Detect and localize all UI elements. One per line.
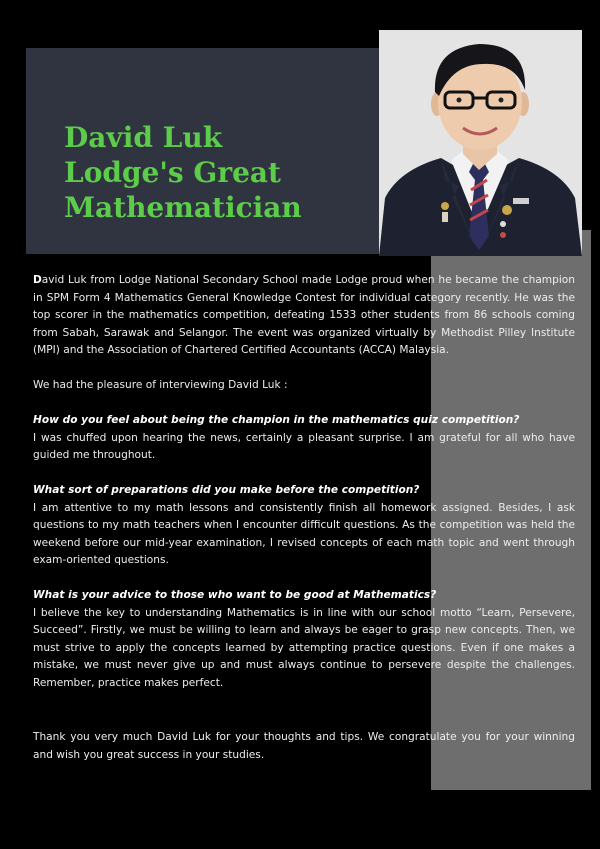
intro-text: avid Luk from Lodge National Secondary School made Lodge proud when he became the champion in SPM Form 4 Mathematics General Knowledge Contest for individual category recently. He was the top scorer in the mathematics competition, defeating 1533 other students from 86 schools coming from Sabah, Sarawak and Selangor. The event was organized virtually by Methodist Pilley Institute (MPI) and the Association of Chartered Certified Accountants (ACCA) Malaysia.	[33, 274, 575, 356]
title-line-3: Mathematician	[64, 191, 302, 224]
portrait-illustration	[379, 30, 582, 256]
answer-2: I am attentive to my math lessons and consistently finish all homework assigned. Besides, I ask questions to my math teachers when I encounter difficult questions. As the competition was held the weekend before our mid-year examination, I revised concepts of each math topic and went through exam-oriented questions.	[33, 501, 575, 566]
question-2: What sort of preparations did you make before the competition?	[33, 484, 420, 496]
dropcap-letter: D	[33, 274, 42, 286]
page-title	[64, 120, 302, 225]
student-photo	[379, 30, 582, 256]
question-1: How do you feel about being the champion in the mathematics quiz competition?	[33, 414, 520, 426]
article-body	[33, 272, 575, 764]
closing-paragraph: Thank you very much David Luk for your thoughts and tips. We congratulate you for your winning and wish you great success in your studies.	[33, 731, 575, 761]
answer-1: I was chuffed upon hearing the news, certainly a pleasant surprise. I am grateful for all who have guided me throughout.	[33, 431, 575, 461]
interview-lead: We had the pleasure of interviewing David Luk :	[33, 379, 288, 391]
question-3: What is your advice to those who want to be good at Mathematics?	[33, 589, 437, 601]
title-line-1: David Luk	[64, 121, 223, 154]
intro-paragraph	[33, 272, 575, 360]
answer-3: I believe the key to understanding Mathematics is in line with our school motto “Learn, Persevere, Succeed”. Firstly, we must be willing to learn and always be eager to grasp new concepts. Then, we must strive to apply the concepts learned by attempting practice questions. Even if one makes a mistake, we must never give up and must always continue to persevere despite the challenges. Remember, practice makes perfect.	[33, 606, 575, 689]
title-line-2: Lodge's Great	[64, 156, 281, 189]
